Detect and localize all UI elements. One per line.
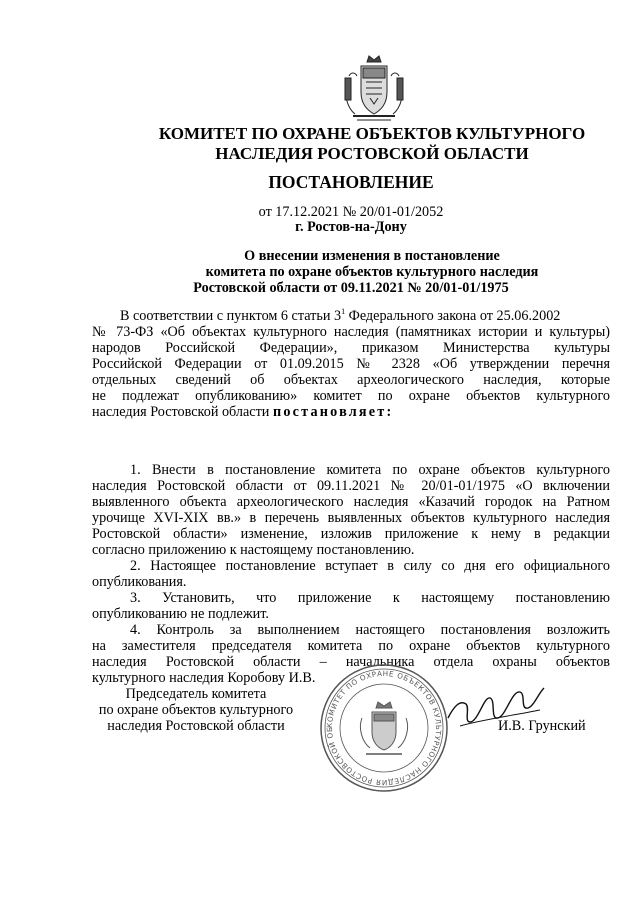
- signatory-title-line-2: по охране объектов культурного: [98, 702, 294, 718]
- preamble-line-3: народов Российской Федерации», приказом Министерства культуры: [92, 340, 610, 356]
- preamble-line-2: № 73-ФЗ «Об объектах культурного наследия (памятниках истории и культуры): [92, 324, 610, 340]
- org-name-line-2: НАСЛЕДИЯ РОСТОВСКОЙ ОБЛАСТИ: [215, 144, 529, 163]
- document-type: ПОСТАНОВЛЕНИЕ: [268, 172, 434, 192]
- preamble-line-1: [120, 308, 610, 324]
- subject-line-2: комитета по охране объектов культурного наследия: [205, 264, 539, 280]
- coat-of-arms-icon: [341, 52, 407, 124]
- item-4-line-1: 4. Контроль за выполнением настоящего постановления возложить: [130, 622, 610, 638]
- superscript: 1: [341, 307, 346, 316]
- preamble-line-4: Российской Федерации от 01.09.2015 № 2328 «Об утверждении перечня: [92, 356, 610, 372]
- item-1-line-5: Ростовской области» изменение, изложив приложение к нему в редакции: [92, 526, 610, 542]
- item-1-line-2: наследия Ростовской области от 09.11.2021 № 20/01-01/1975 «О включении: [92, 478, 610, 494]
- preamble-line-7: [92, 404, 610, 420]
- signatory-name: И.В. Грунский: [498, 718, 586, 734]
- signatory-title-line-3: наследия Ростовской области: [107, 718, 285, 734]
- decree-keyword: постановляет:: [272, 404, 394, 420]
- signatory-title-line-1: Председатель комитета: [125, 686, 267, 702]
- item-4-line-4: культурного наследия Коробову И.В.: [92, 670, 316, 686]
- preamble-line-5: отдельных сведений об объектах археологического наследия, которые: [92, 372, 610, 388]
- preamble-text: Федерального закона от 25.06.2002: [345, 308, 561, 324]
- org-name-line-1: КОМИТЕТ ПО ОХРАНЕ ОБЪЕКТОВ КУЛЬТУРНОГО: [158, 124, 586, 143]
- seal-text: КОМИТЕТ ПО ОХРАНЕ ОБЪЕКТОВ КУЛЬТУРНОГО НАСЛЕДИЯ РОСТОВСКОЙ ОБ: [324, 668, 444, 788]
- item-4-line-3: наследия Ростовской области – начальника отдела охраны объектов: [92, 654, 610, 670]
- city: г. Ростов-на-Дону: [295, 219, 407, 235]
- preamble-text: наследия Ростовской области: [92, 404, 273, 420]
- subject-line-3: Ростовской области от 09.11.2021 № 20/01-01/1975: [193, 280, 509, 296]
- item-3-line-1: 3. Установить, что приложение к настоящему постановлению: [130, 590, 610, 606]
- item-2-line-2: опубликования.: [92, 574, 187, 590]
- item-4-line-2: на заместителя председателя комитета по охране объектов культурного: [92, 638, 610, 654]
- official-seal-icon: [318, 662, 450, 794]
- item-3-line-2: опубликованию не подлежит.: [92, 606, 269, 622]
- date-number: от 17.12.2021 № 20/01-01/2052: [258, 204, 444, 220]
- subject-line-1: О внесении изменения в постановление: [244, 248, 500, 264]
- item-1-line-1: 1. Внести в постановление комитета по охране объектов культурного: [130, 462, 610, 478]
- item-1-line-3: выявленного объекта археологического наследия «Казачий городок на Ратном: [92, 494, 610, 510]
- item-1-line-4: урочище XVI-XIX вв.» в перечень выявленных объектов культурного наследия: [92, 510, 610, 526]
- preamble-line-6: не подлежат опубликованию» комитет по охране объектов культурного: [92, 388, 610, 404]
- preamble-text: В соответствии с пунктом 6 статьи 3: [120, 308, 342, 324]
- item-2-line-1: 2. Настоящее постановление вступает в силу со дня его официального: [130, 558, 610, 574]
- item-1-line-6: согласно приложению к настоящему постановлению.: [92, 542, 415, 558]
